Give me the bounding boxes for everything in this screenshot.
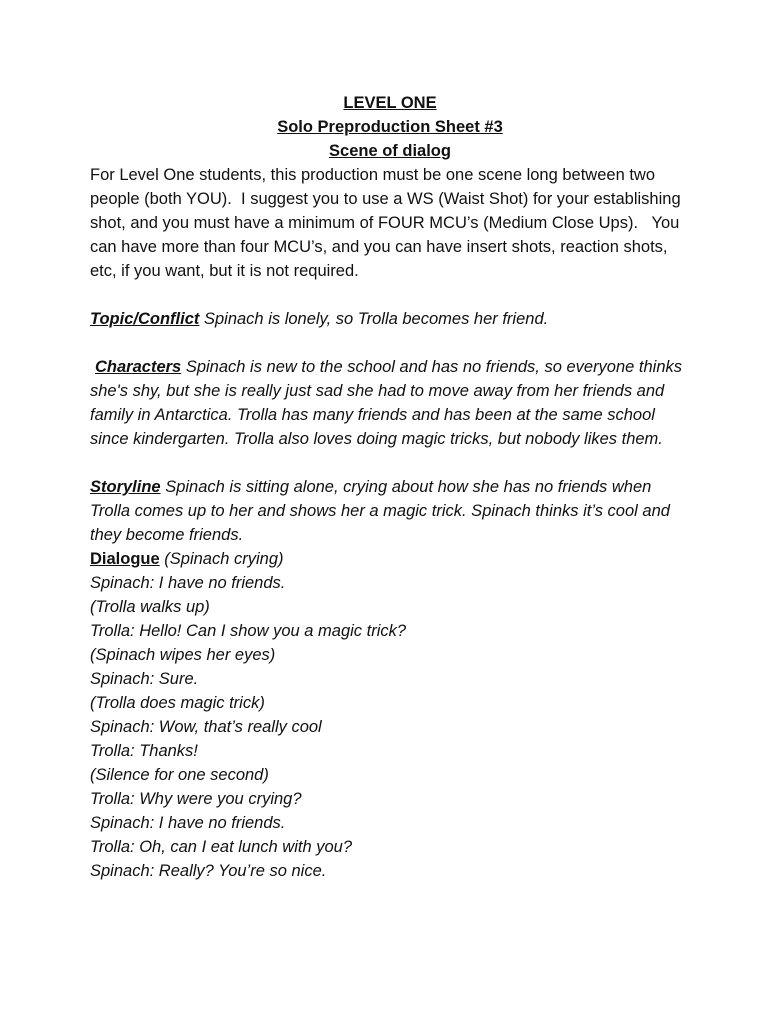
dialogue-line: Spinach: Wow, that’s really cool [90, 718, 322, 736]
spacer [90, 283, 690, 307]
dialogue-line: Spinach: I have no friends. [90, 814, 286, 832]
characters-text: Spinach is new to the school and has no friends, so everyone thinks she's shy, but she is really just sad she had to move away from her friends and family in Antarctica. Trolla has many friends and has been at the same school since kindergarten. Trolla also loves doing magic tricks, but nobody likes them. [90, 358, 683, 448]
dialogue-line: (Trolla walks up) [90, 598, 210, 616]
dialogue-line: (Silence for one second) [90, 766, 269, 784]
dialogue-line: Trolla: Why were you crying? [90, 790, 302, 808]
dialogue-line: Trolla: Hello! Can I show you a magic trick? [90, 622, 407, 640]
dialogue-first-line: (Spinach crying) [164, 550, 284, 568]
dialogue-line: Spinach: Sure. [90, 670, 199, 688]
characters-section [90, 355, 690, 451]
topic-text: Spinach is lonely, so Trolla becomes her friend. [203, 310, 549, 328]
dialogue-lines [90, 571, 690, 883]
dialogue-header [90, 547, 690, 571]
topic-label: Topic/Conflict [90, 310, 200, 328]
sheet-title: Solo Preproduction Sheet #3 [277, 118, 503, 136]
dialogue-line: (Spinach wipes her eyes) [90, 646, 276, 664]
topic-section [90, 307, 690, 331]
dialogue-line: Spinach: Really? You’re so nice. [90, 862, 327, 880]
dialogue-line: Trolla: Oh, can I eat lunch with you? [90, 838, 352, 856]
dialogue-line: (Trolla does magic trick) [90, 694, 265, 712]
intro-paragraph: For Level One students, this production must be one scene long between two people (both YOU). I suggest you to use a WS (Waist Shot) for your establishing shot, and you must have a minimum of FOUR MCU’s (Medium Close Ups). You can have more than four MCU’s, and you can have insert shots, reaction shots, etc, if you want, but it is not required. [90, 166, 686, 280]
characters-label: Characters [95, 358, 182, 376]
storyline-section [90, 475, 690, 547]
dialogue-line: Spinach: I have no friends. [90, 574, 286, 592]
storyline-text: Spinach is sitting alone, crying about how she has no friends when Trolla comes up to her and shows her a magic trick. Spinach thinks it’s cool and they become friends. [90, 478, 670, 544]
scene-title: Scene of dialog [329, 142, 451, 160]
spacer [90, 331, 690, 355]
dialogue-line: Trolla: Thanks! [90, 742, 198, 760]
dialogue-label: Dialogue [90, 550, 160, 568]
spacer [90, 451, 690, 475]
storyline-label: Storyline [90, 478, 161, 496]
document-page [90, 91, 690, 883]
level-heading: LEVEL ONE [343, 94, 437, 112]
